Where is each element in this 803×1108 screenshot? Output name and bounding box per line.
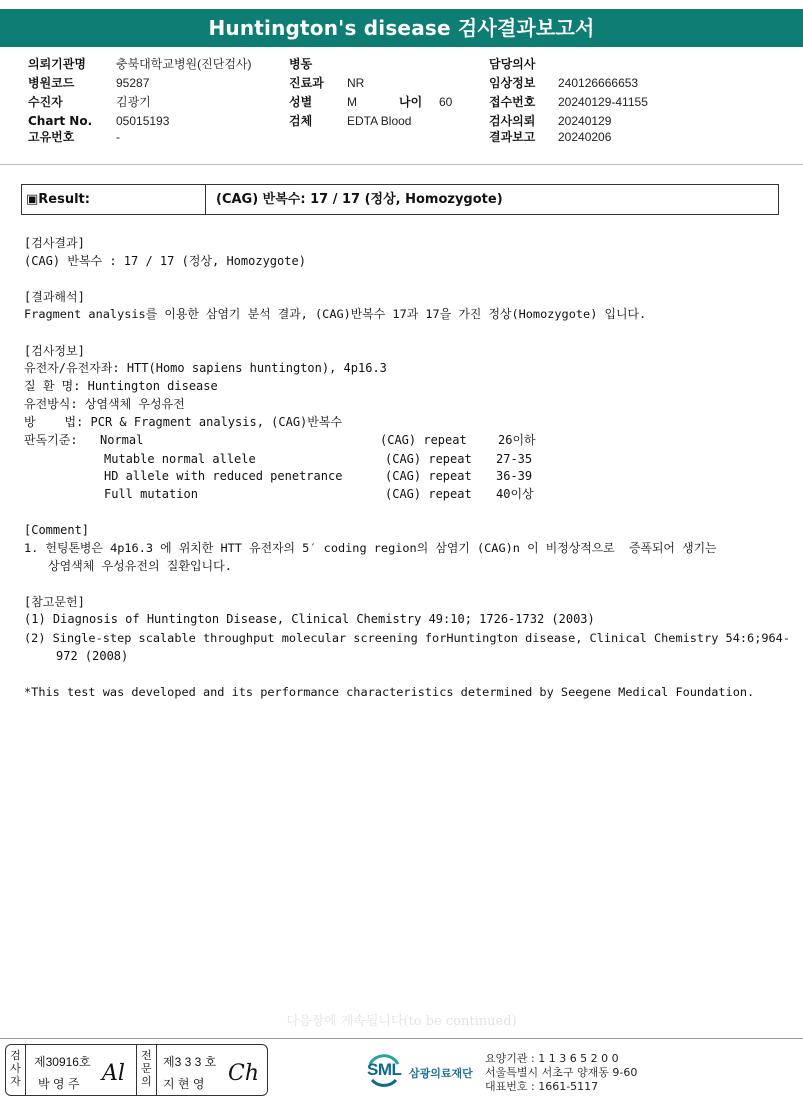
criteria-name: Normal <box>100 433 144 447</box>
expert-label <box>137 1045 157 1095</box>
header-label: 진료과 <box>289 76 324 90</box>
criteria-range: 40이상 <box>496 487 534 501</box>
continued-note: 다음장에 계속됩니다(to be continued) <box>286 1014 517 1029</box>
header-value: 20240129-41155 <box>558 95 648 109</box>
disclaimer: *This test was developed and its performance characteristics determined by Seegene Medical Foundation. <box>24 685 755 699</box>
criteria-unit: (CAG) repeat <box>385 469 472 483</box>
header-label: 임상정보 <box>489 76 536 90</box>
header-value: 20240129 <box>558 114 612 128</box>
header-value: NR <box>347 76 365 90</box>
references-heading: [참고문헌] <box>24 595 85 609</box>
header-label: 검사의뢰 <box>489 114 536 128</box>
header-label: 의뢰기관명 <box>28 57 86 71</box>
age-label: 나이 <box>399 95 423 109</box>
header-value: M <box>347 95 357 109</box>
test-info-heading: [검사정보] <box>24 344 85 358</box>
header-value: 95287 <box>116 76 150 90</box>
header-col3 <box>489 55 648 147</box>
criteria-range: 26이하 <box>498 433 536 447</box>
header-label: Chart No. <box>28 114 93 128</box>
footer-divider <box>0 1038 803 1039</box>
result-label: ▣Result: <box>22 185 206 214</box>
method-info: 방 법: PCR & Fragment analysis, (CAG)반복수 <box>24 415 343 429</box>
header-label: 접수번호 <box>489 95 536 109</box>
reference-2: (2) Single-step scalable throughput molecular screening forHuntington disease, Clinical Chemistry 54:6;964- <box>24 631 790 645</box>
header-label: 결과보고 <box>489 130 536 144</box>
examiner-number: 제30916호 <box>34 1055 91 1069</box>
report-title: Huntington's disease 검사결과보고서 <box>0 9 803 47</box>
disease-info: 질 환 명: Huntington disease <box>24 379 218 393</box>
criteria-name: Full mutation <box>104 487 198 501</box>
header-value: - <box>116 130 120 144</box>
examiner-label-text: 검사자 <box>10 1049 21 1088</box>
criteria-range: 27-35 <box>496 452 533 466</box>
expert-signature: Ch <box>228 1061 260 1086</box>
header-divider <box>0 164 803 165</box>
expert-label-text: 전문의 <box>141 1049 152 1088</box>
header-label: 수진자 <box>28 95 63 109</box>
header-col1 <box>28 55 252 147</box>
result-value: (CAG) 반복수: 17 / 17 (정상, Homozygote) <box>216 192 503 207</box>
criteria-name: Mutable normal allele <box>104 452 256 466</box>
org-address: 서울특별시 서초구 양재동 9-60 <box>485 1066 638 1079</box>
comment-heading: [Comment] <box>24 523 90 537</box>
logo-text: SML <box>367 1060 402 1079</box>
criteria-unit: (CAG) repeat <box>385 452 472 466</box>
header-label: 고유번호 <box>28 130 75 144</box>
org-name: 삼광의료재단 <box>409 1067 473 1080</box>
header-label: 병동 <box>289 57 313 71</box>
comment-text-cont: 상염색체 우성유전의 질환입니다. <box>48 559 232 573</box>
inheritance-info: 유전방식: 상염색체 우성유전 <box>24 397 185 411</box>
expert-number: 제3 3 3 호 <box>163 1055 217 1069</box>
org-phone: 대표번호 : 1661-5117 <box>485 1080 599 1093</box>
header-value: 05015193 <box>116 114 170 128</box>
age-value: 60 <box>439 95 453 109</box>
result-box <box>21 184 779 215</box>
header-label: 성별 <box>289 95 313 109</box>
org-info <box>485 1052 637 1094</box>
header-value: 240126666653 <box>558 76 639 90</box>
examiner-signature: Al <box>102 1061 125 1086</box>
criteria-label: 판독기준: <box>24 433 78 447</box>
examiner-label <box>6 1045 26 1095</box>
org-code: 요양기관 : 1 1 3 6 5 2 0 0 <box>485 1052 619 1065</box>
criteria-range: 36-39 <box>496 469 533 483</box>
header-value: EDTA Blood <box>347 114 412 128</box>
header-label: 검체 <box>289 114 313 128</box>
criteria-unit: (CAG) repeat <box>380 433 467 447</box>
reference-1: (1) Diagnosis of Huntington Disease, Clinical Chemistry 49:10; 1726-1732 (2003) <box>24 612 595 626</box>
header-col2 <box>289 55 452 131</box>
comment-text: 1. 헌팅톤병은 4p16.3 에 위치한 HTT 유전자의 5′ coding region의 삼염기 (CAG)n 이 비정상적으로 증폭되어 생기는 <box>24 541 717 555</box>
test-result-heading: [검사결과] <box>24 236 85 250</box>
signature-box <box>5 1044 268 1096</box>
interpretation-text: Fragment analysis를 이용한 삼염기 분석 결과, (CAG)반복수 17과 17을 가진 정상(Homozygote) 입니다. <box>24 307 647 321</box>
header-value: 김광기 <box>116 95 151 109</box>
interpretation-heading: [결과해석] <box>24 290 85 304</box>
criteria-name: HD allele with reduced penetrance <box>104 469 343 483</box>
expert-name: 지 현 영 <box>163 1077 205 1091</box>
header-value: 20240206 <box>558 130 612 144</box>
header-label: 담당의사 <box>489 57 536 71</box>
examiner-name: 박 영 주 <box>38 1077 80 1091</box>
header-label: 병원코드 <box>28 76 75 90</box>
header-value: 충북대학교병원(진단검사) <box>116 57 252 71</box>
gene-info: 유전자/유전자좌: HTT(Homo sapiens huntington), 4p16.3 <box>24 361 387 375</box>
test-result-text: (CAG) 반복수 : 17 / 17 (정상, Homozygote) <box>24 254 306 268</box>
reference-2-cont: 972 (2008) <box>56 649 129 663</box>
criteria-unit: (CAG) repeat <box>385 487 472 501</box>
